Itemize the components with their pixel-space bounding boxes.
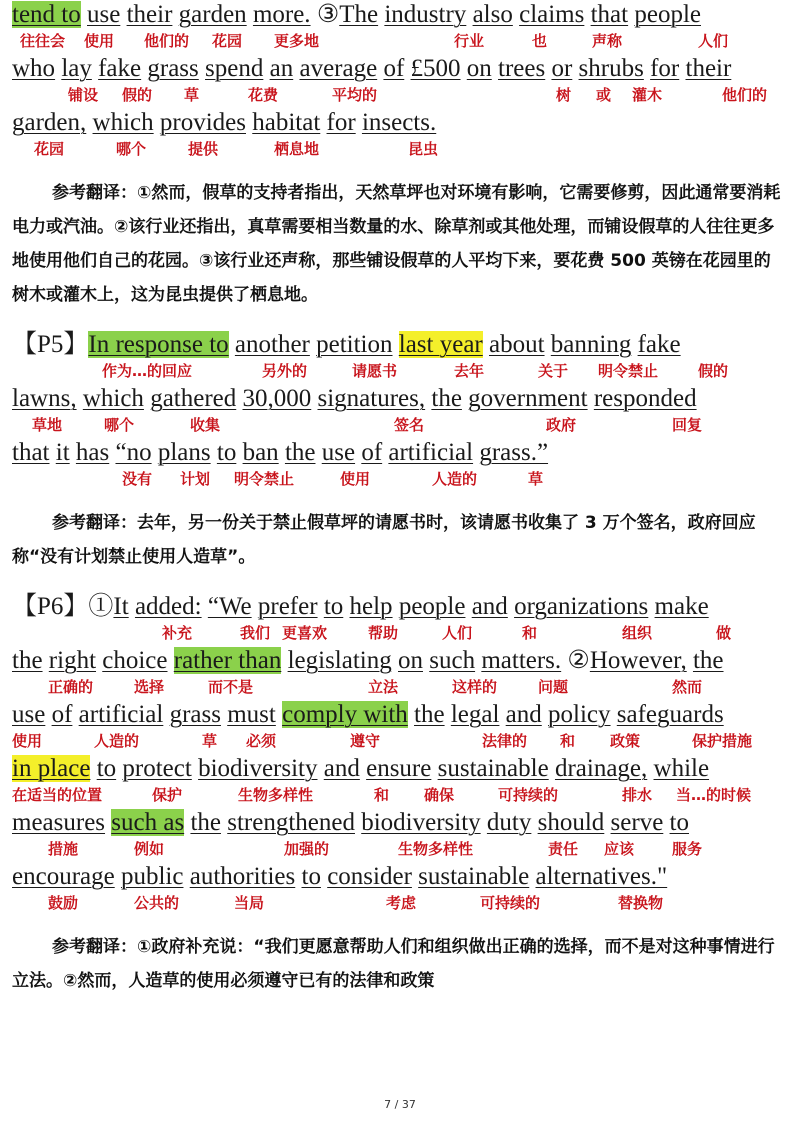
english-line (12, 54, 792, 84)
chinese-gloss: 和 (560, 732, 576, 750)
english-word: policy (548, 701, 611, 728)
english-line (12, 592, 792, 622)
gloss-line (12, 676, 792, 700)
english-word: However, (589, 647, 687, 674)
chinese-gloss: 我们 (240, 624, 271, 642)
chinese-gloss: 政策 (610, 732, 641, 750)
chinese-gloss: 没有 (122, 470, 153, 488)
gloss-line (12, 468, 792, 492)
chinese-gloss: 法律的 (482, 732, 528, 750)
english-word: make (654, 593, 709, 620)
english-line (12, 808, 792, 838)
page-number: 7 / 37 (384, 1098, 416, 1111)
english-word: and (471, 593, 508, 620)
chinese-gloss: 责任 (548, 840, 579, 858)
english-word: petition (316, 331, 393, 358)
english-word: artificial (388, 439, 474, 466)
chinese-gloss: 可持续的 (498, 786, 559, 804)
paragraph-p6 (12, 592, 792, 916)
chinese-gloss: 花园 (212, 32, 243, 50)
chinese-gloss: 往往会 (20, 32, 66, 50)
english-word: of (361, 439, 383, 466)
english-word: duty (486, 809, 532, 836)
english-word: drainage, (554, 755, 648, 782)
chinese-gloss: 使用 (340, 470, 371, 488)
chinese-gloss: 人们 (442, 624, 473, 642)
english-word: lawns, (12, 385, 77, 412)
chinese-gloss: 声称 (592, 32, 623, 50)
english-word: authorities (189, 863, 296, 890)
english-word: or (551, 55, 573, 82)
translation-p5: 参考翻译：去年，另一份关于禁止假草坪的请愿书时，该请愿书收集了 3 万个签名，政府回应称“没有计划禁止使用人造草”。 (12, 513, 756, 567)
english-word: £500 (410, 55, 461, 82)
english-word: about (489, 331, 545, 358)
english-word: prefer (257, 593, 318, 620)
english-word: added: (134, 593, 202, 620)
english-word: serve (610, 809, 664, 836)
english-word: biodiversity (198, 755, 318, 782)
chinese-gloss: 更喜欢 (282, 624, 328, 642)
english-line (12, 330, 792, 360)
english-word: legal (450, 701, 500, 728)
chinese-gloss: 哪个 (104, 416, 135, 434)
sentence-marker: ② (561, 647, 590, 674)
gloss-line (12, 838, 792, 862)
english-word: the (692, 647, 724, 674)
english-word: use (12, 701, 46, 728)
english-word: alternatives." (535, 863, 668, 890)
english-line (12, 646, 792, 676)
english-word: protect (122, 755, 192, 782)
chinese-gloss: 当…的时候 (676, 786, 752, 804)
paragraph-tag: 【P5】 (12, 331, 89, 358)
english-word: strengthened (227, 809, 355, 836)
english-word: to (96, 755, 117, 782)
english-word: public (120, 863, 184, 890)
chinese-gloss: 应该 (604, 840, 635, 858)
english-word: legislating (287, 647, 392, 674)
chinese-gloss: 政府 (546, 416, 577, 434)
english-word: to (669, 809, 689, 836)
chinese-gloss: 和 (374, 786, 390, 804)
chinese-gloss: 草 (184, 86, 200, 104)
chinese-gloss: 哪个 (116, 140, 147, 158)
english-word: another (234, 331, 310, 358)
chinese-gloss: 提供 (188, 140, 219, 158)
english-word: of (383, 55, 405, 82)
english-word: rather than (173, 647, 282, 674)
english-word: grass (169, 701, 221, 728)
gloss-line (12, 892, 792, 916)
chinese-gloss: 草 (202, 732, 218, 750)
chinese-gloss: 然而 (672, 678, 703, 696)
english-word: must (227, 701, 276, 728)
chinese-gloss: 他们的 (722, 86, 768, 104)
chinese-gloss: 草地 (32, 416, 63, 434)
english-word: matters. (481, 647, 562, 674)
chinese-gloss: 回复 (672, 416, 703, 434)
space (393, 331, 399, 358)
chinese-gloss: 必须 (246, 732, 277, 750)
english-word: which (82, 385, 144, 412)
chinese-gloss: 签名 (394, 416, 425, 434)
english-word: the (414, 701, 445, 728)
english-word: sustainable (418, 863, 530, 890)
english-word: and (323, 755, 360, 782)
english-word: choice (102, 647, 168, 674)
chinese-gloss: 更多地 (274, 32, 320, 50)
english-word: it (55, 439, 70, 466)
chinese-gloss: 明令禁止 (598, 362, 659, 380)
english-word: provides (159, 109, 246, 136)
sentence-marker: ③ (310, 1, 340, 28)
english-word: for (650, 55, 680, 82)
english-word: artificial (78, 701, 164, 728)
english-word: biodiversity (361, 809, 481, 836)
chinese-gloss: 服务 (672, 840, 703, 858)
english-word: an (269, 55, 294, 82)
english-word: that (590, 1, 629, 28)
english-word: to (216, 439, 237, 466)
chinese-gloss: 花园 (34, 140, 65, 158)
english-line (12, 700, 792, 730)
english-word: such as (111, 809, 185, 836)
chinese-gloss: 确保 (424, 786, 455, 804)
chinese-gloss: 措施 (48, 840, 79, 858)
english-word: right (48, 647, 97, 674)
chinese-gloss: 帮助 (368, 624, 399, 642)
chinese-gloss: 昆虫 (408, 140, 439, 158)
chinese-gloss: 明令禁止 (234, 470, 295, 488)
english-word: the (431, 385, 462, 412)
english-word: consider (327, 863, 412, 890)
english-word: which (92, 109, 154, 136)
chinese-gloss: 另外的 (262, 362, 308, 380)
english-word: who (12, 55, 56, 82)
chinese-gloss: 他们的 (144, 32, 190, 50)
english-word: in place (12, 755, 91, 782)
english-word: has (75, 439, 110, 466)
chinese-gloss: 而不是 (208, 678, 254, 696)
chinese-gloss: 作为…的回应 (102, 362, 193, 380)
english-word: the (190, 809, 221, 836)
chinese-gloss: 使用 (12, 732, 43, 750)
gloss-line (12, 414, 792, 438)
paragraph-p5 (12, 330, 792, 492)
chinese-gloss: 立法 (368, 678, 399, 696)
chinese-gloss: 平均的 (332, 86, 378, 104)
chinese-gloss: 生物多样性 (238, 786, 314, 804)
space (168, 647, 174, 674)
english-word: ban (242, 439, 279, 466)
english-word: organizations (514, 593, 649, 620)
document-page (12, 0, 792, 998)
english-word: use (321, 439, 356, 466)
chinese-gloss: 和 (522, 624, 538, 642)
sentence-marker: ① (88, 593, 114, 620)
english-word: on (466, 55, 492, 82)
english-word: In response to (88, 331, 229, 358)
chinese-gloss: 计划 (180, 470, 211, 488)
chinese-gloss: 或 (596, 86, 612, 104)
paragraph-p4-end (12, 0, 792, 162)
english-word: garden, (12, 109, 87, 136)
english-word: on (398, 647, 423, 674)
chinese-gloss: 铺设 (68, 86, 99, 104)
english-word: “We (207, 593, 252, 620)
chinese-gloss: 补充 (162, 624, 193, 642)
english-word: banning (550, 331, 632, 358)
chinese-gloss: 假的 (698, 362, 729, 380)
english-word: also (472, 1, 513, 28)
chinese-gloss: 正确的 (48, 678, 94, 696)
chinese-gloss: 行业 (454, 32, 485, 50)
english-word: grass.” (479, 439, 549, 466)
english-word: to (323, 593, 344, 620)
english-word: habitat (252, 109, 321, 136)
english-word: trees (498, 55, 546, 82)
english-word: last year (398, 331, 483, 358)
chinese-gloss: 可持续的 (480, 894, 541, 912)
chinese-gloss: 收集 (190, 416, 221, 434)
chinese-gloss: 组织 (622, 624, 653, 642)
chinese-gloss: 替换物 (618, 894, 664, 912)
chinese-gloss: 人们 (698, 32, 729, 50)
chinese-gloss: 人造的 (432, 470, 478, 488)
chinese-gloss: 这样的 (452, 678, 498, 696)
gloss-line (12, 84, 792, 108)
english-word: their (126, 1, 173, 28)
translation-p6: 参考翻译：①政府补充说：“我们更愿意帮助人们和组织做出正确的选择，而不是对这种事情进行立法。②然而，人造草的使用必须遵守已有的法律和政策 (12, 937, 775, 991)
chinese-gloss: 生物多样性 (398, 840, 474, 858)
english-line (12, 384, 792, 414)
chinese-gloss: 栖息地 (274, 140, 320, 158)
english-word: It (113, 593, 129, 620)
english-word: while (653, 755, 710, 782)
english-word: shrubs (578, 55, 644, 82)
english-word: average (299, 55, 378, 82)
english-word: encourage (12, 863, 115, 890)
english-word: plans (157, 439, 211, 466)
english-word: gathered (150, 385, 237, 412)
english-line (12, 754, 792, 784)
english-word: comply with (282, 701, 408, 728)
english-word: and (505, 701, 542, 728)
english-word: to (301, 863, 321, 890)
chinese-gloss: 选择 (134, 678, 165, 696)
english-word: 30,000 (242, 385, 312, 412)
english-word: responded (593, 385, 697, 412)
english-line (12, 0, 792, 30)
chinese-gloss: 当局 (234, 894, 265, 912)
chinese-gloss: 使用 (84, 32, 115, 50)
english-word: sustainable (437, 755, 549, 782)
chinese-gloss: 请愿书 (352, 362, 398, 380)
translation-p4: 参考翻译：①然而，假草的支持者指出，天然草坪也对环境有影响，它需要修剪，因此通常要消耗电力或汽油。②该行业还指出，真草需要相当数量的水、除草剂或其他处理，而铺设假草的人往往更多地使用他们自己的花园。③该行业还声称，那些铺设假草的人平均下来，要花费 500 英镑在花园里的树木或灌木上，这为昆虫提供了栖息地。 (12, 183, 781, 305)
chinese-gloss: 遵守 (350, 732, 381, 750)
chinese-gloss: 排水 (622, 786, 653, 804)
english-word: such (429, 647, 476, 674)
english-word: for (326, 109, 356, 136)
english-word: government (468, 385, 588, 412)
english-word: ensure (366, 755, 432, 782)
english-word: the (284, 439, 316, 466)
english-word: lay (61, 55, 92, 82)
gloss-line (12, 622, 792, 646)
chinese-gloss: 问题 (538, 678, 569, 696)
english-word: should (537, 809, 605, 836)
english-word: measures (12, 809, 106, 836)
chinese-gloss: 树 (556, 86, 572, 104)
gloss-line (12, 360, 792, 384)
english-word: grass (147, 55, 199, 82)
english-word: people (398, 593, 466, 620)
english-word: signatures, (317, 385, 426, 412)
english-word: people (634, 1, 701, 28)
english-word: that (12, 439, 50, 466)
english-word: safeguards (616, 701, 724, 728)
chinese-gloss: 鼓励 (48, 894, 79, 912)
chinese-gloss: 花费 (248, 86, 279, 104)
chinese-gloss: 人造的 (94, 732, 140, 750)
english-word: use (87, 1, 121, 28)
chinese-gloss: 去年 (454, 362, 485, 380)
english-word: fake (98, 55, 142, 82)
english-word: fake (637, 331, 681, 358)
chinese-gloss: 保护 (152, 786, 183, 804)
english-word: their (685, 55, 732, 82)
gloss-line (12, 30, 792, 54)
chinese-gloss: 在适当的位置 (12, 786, 103, 804)
chinese-gloss: 关于 (538, 362, 569, 380)
paragraph-tag: 【P6】 (12, 593, 89, 620)
english-word: industry (384, 1, 467, 28)
gloss-line (12, 138, 792, 162)
english-word: claims (519, 1, 585, 28)
english-word: “no (115, 439, 152, 466)
gloss-line (12, 784, 792, 808)
chinese-gloss: 也 (532, 32, 548, 50)
english-word: tend to (12, 1, 81, 28)
english-word: help (349, 593, 393, 620)
english-line (12, 862, 792, 892)
chinese-gloss: 做 (716, 624, 732, 642)
chinese-gloss: 例如 (134, 840, 165, 858)
english-word: the (12, 647, 43, 674)
gloss-line (12, 730, 792, 754)
english-word: spend (205, 55, 264, 82)
english-word: more. (252, 1, 311, 28)
chinese-gloss: 假的 (122, 86, 153, 104)
chinese-gloss: 公共的 (134, 894, 180, 912)
english-word: of (51, 701, 73, 728)
english-line (12, 438, 792, 468)
chinese-gloss: 加强的 (284, 840, 330, 858)
chinese-gloss: 考虑 (386, 894, 417, 912)
english-word: insects. (361, 109, 437, 136)
english-word: The (339, 1, 379, 28)
english-word: garden (178, 1, 247, 28)
chinese-gloss: 灌木 (632, 86, 663, 104)
chinese-gloss: 草 (528, 470, 544, 488)
english-line (12, 108, 792, 138)
chinese-gloss: 保护措施 (692, 732, 753, 750)
